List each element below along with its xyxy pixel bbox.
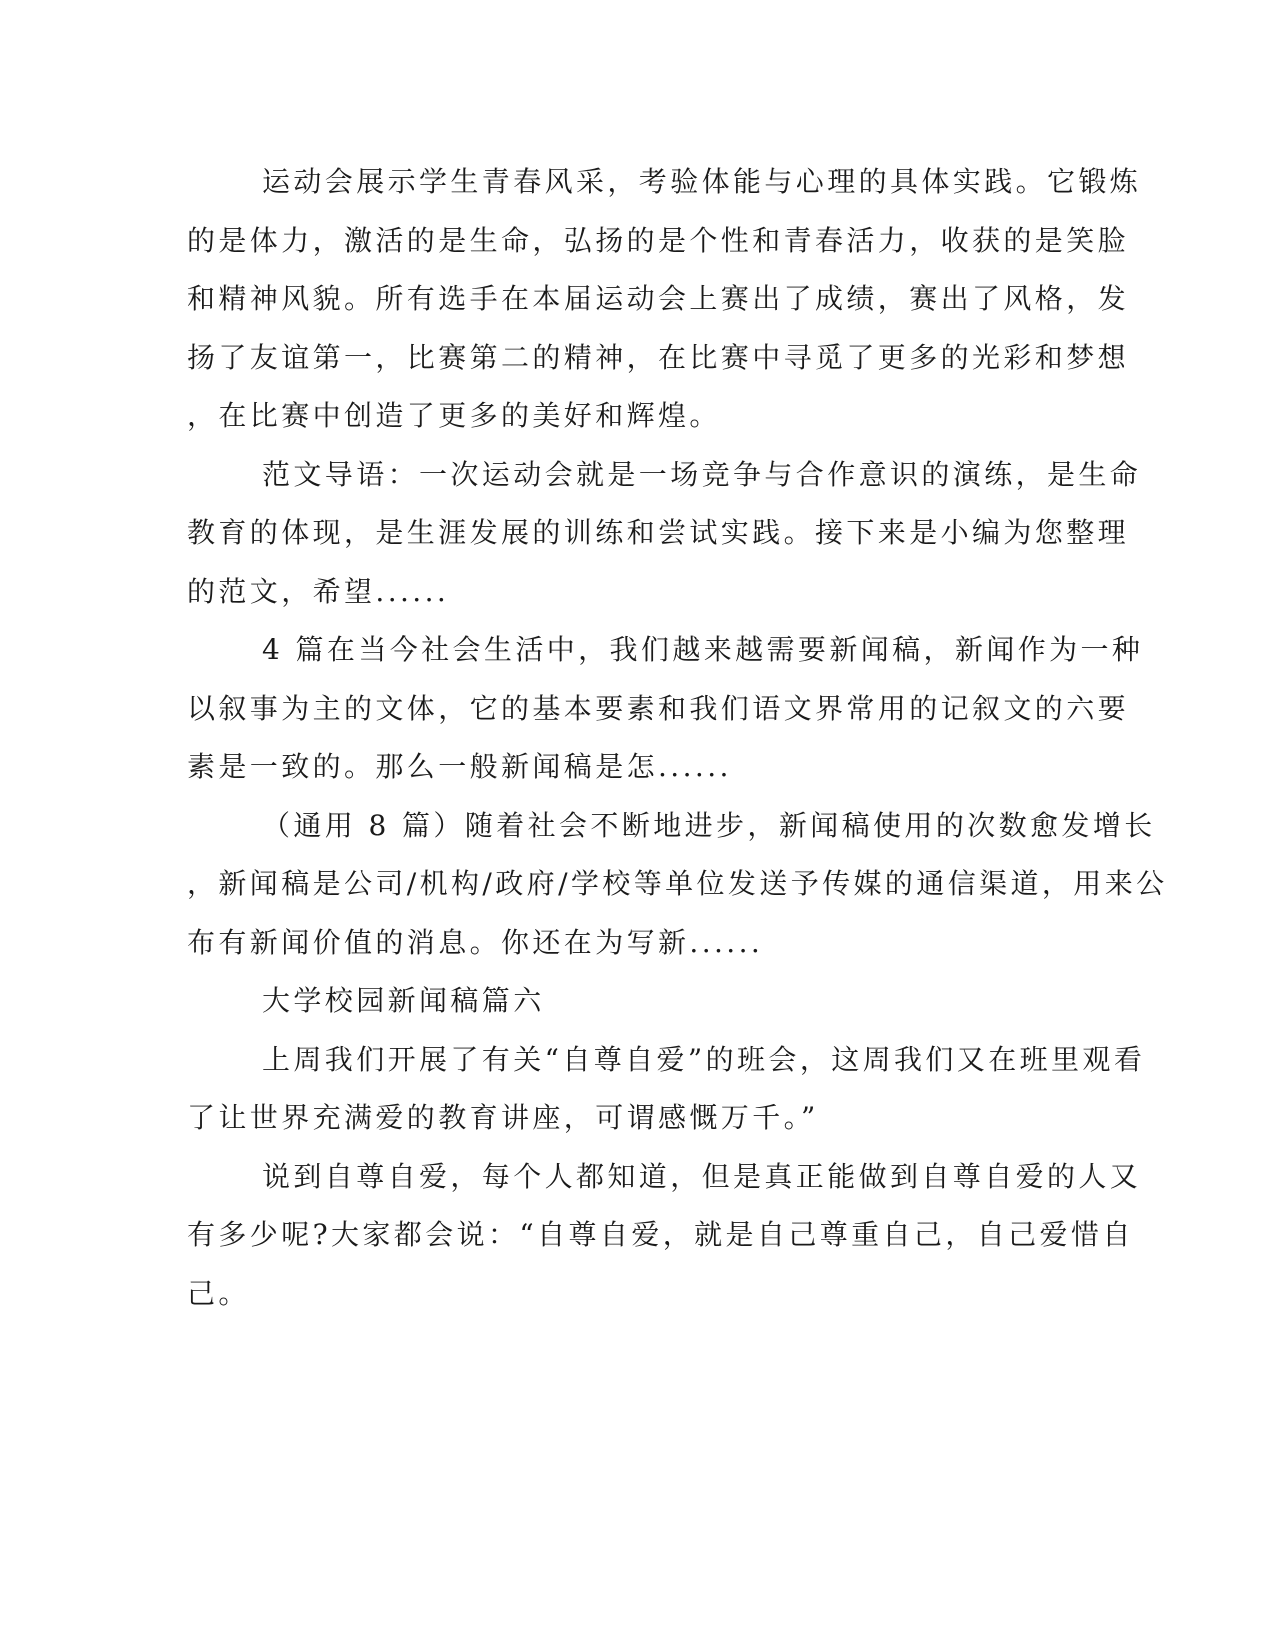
paragraph-7-line-2: 有多少呢?大家都会说：“自尊自爱，就是自己尊重自己，自己爱惜自 — [187, 1218, 1134, 1251]
paragraph-1-line-4: 扬了友谊第一，比赛第二的精神，在比赛中寻觅了更多的光彩和梦想 — [187, 341, 1130, 374]
paragraph-6-line-1: 上周我们开展了有关“自尊自爱”的班会，这周我们又在班里观看 — [262, 1043, 1146, 1076]
paragraph-1-line-1: 运动会展示学生青春风采，考验体能与心理的具体实践。它锻炼 — [262, 165, 1142, 198]
paragraph-2-line-1: 范文导语：一次运动会就是一场竞争与合作意识的演练，是生命 — [262, 458, 1142, 491]
paragraph-2-line-3: 的范文，希望...... — [187, 575, 450, 608]
paragraph-7-line-1: 说到自尊自爱，每个人都知道，但是真正能做到自尊自爱的人又 — [262, 1160, 1142, 1193]
paragraph-4-line-2: ，新闻稿是公司/机构/政府/学校等单位发送予传媒的通信渠道，用来公 — [187, 867, 1168, 900]
paragraph-1-line-3: 和精神风貌。所有选手在本届运动会上赛出了成绩，赛出了风格，发 — [187, 282, 1130, 315]
paragraph-3-line-2: 以叙事为主的文体，它的基本要素和我们语文界常用的记叙文的六要 — [187, 692, 1130, 725]
paragraph-4-line-3: 布有新闻价值的消息。你还在为写新...... — [187, 926, 764, 959]
paragraph-3-line-1: 4 篇在当今社会生活中，我们越来越需要新闻稿，新闻作为一种 — [262, 633, 1144, 666]
paragraph-4-line-1: （通用 8 篇）随着社会不断地进步，新闻稿使用的次数愈发增长 — [262, 809, 1156, 842]
paragraph-2-line-2: 教育的体现，是生涯发展的训练和尝试实践。接下来是小编为您整理 — [187, 516, 1130, 549]
paragraph-6-line-2: 了让世界充满爱的教育讲座，可谓感慨万千。” — [187, 1101, 819, 1134]
section-heading: 大学校园新闻稿篇六 — [262, 984, 545, 1017]
paragraph-7-line-3: 己。 — [187, 1277, 250, 1310]
paragraph-1-line-5: ，在比赛中创造了更多的美好和辉煌。 — [187, 399, 721, 432]
paragraph-3-line-3: 素是一致的。那么一般新闻稿是怎...... — [187, 750, 732, 783]
paragraph-1-line-2: 的是体力，激活的是生命，弘扬的是个性和青春活力，收获的是笑脸 — [187, 224, 1130, 257]
